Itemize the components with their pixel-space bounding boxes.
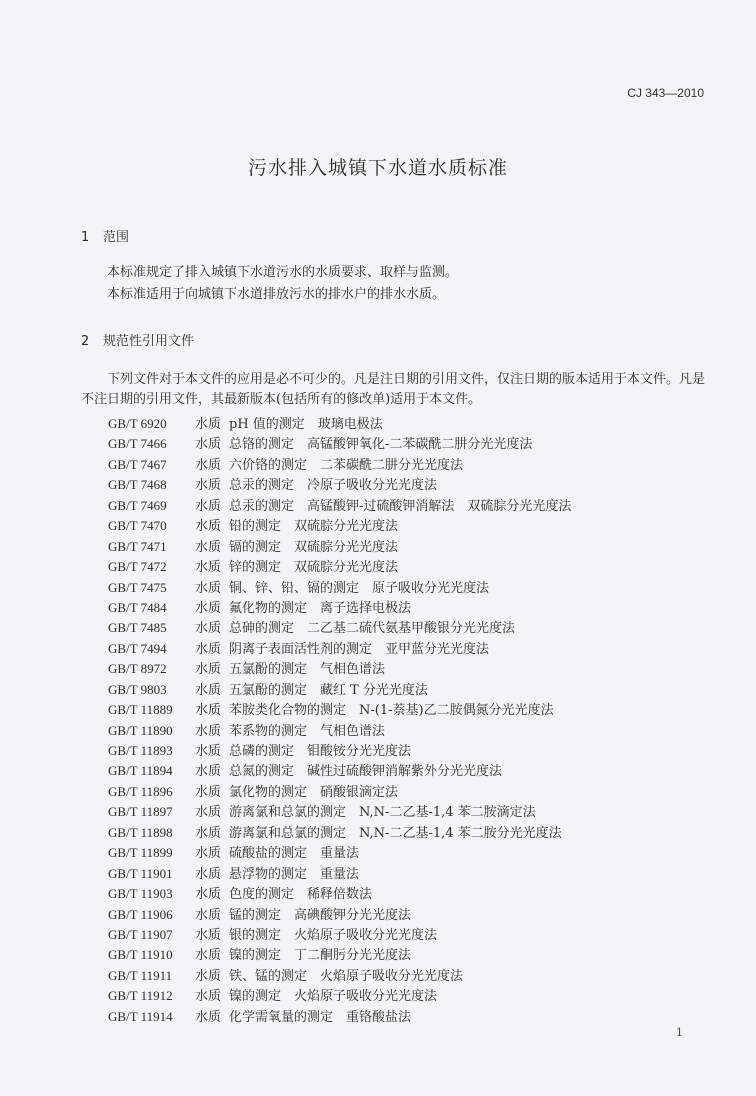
reference-item [108,864,571,884]
reference-code: GB/T 11890 [108,722,173,738]
reference-item [108,823,571,843]
reference-code: GB/T 7467 [108,456,167,472]
reference-title: 悬浮物的测定 重量法 [229,866,360,882]
reference-title: 总砷的测定 二乙基二硫代氨基甲酸银分光光度法 [229,621,516,637]
reference-code: GB/T 11896 [108,783,173,799]
reference-item [108,680,571,700]
reference-title: 镉的测定 双硫腙分光光度法 [229,539,399,555]
reference-title: 银的测定 火焰原子吸收分光光度法 [229,927,438,943]
reference-code: GB/T 8972 [108,661,167,677]
reference-category: 水质 [195,825,222,841]
reference-code: GB/T 11910 [108,947,173,963]
reference-title: 锰的测定 高碘酸钾分光光度法 [229,907,412,923]
reference-category: 水质 [195,600,222,616]
reference-code: GB/T 11901 [108,865,173,881]
reference-item [108,557,571,577]
reference-code: GB/T 6920 [108,416,167,431]
reference-category: 水质 [195,437,222,453]
reference-title: 铅的测定 双硫腙分光光度法 [229,519,399,535]
reference-category: 水质 [195,764,222,780]
reference-code: GB/T 7470 [108,518,167,534]
reference-code: GB/T 11894 [108,763,173,779]
reference-category: 水质 [195,866,222,882]
reference-item [108,721,571,741]
reference-item [108,578,571,598]
reference-item [108,700,571,720]
reference-item [108,945,571,965]
reference-category: 水质 [195,519,222,535]
reference-title: 游离氯和总氯的测定 N,N-二乙基-1,4 苯二胺分光光度法 [229,825,562,841]
reference-code: GB/T 11889 [108,702,173,718]
reference-code: GB/T 11914 [108,1008,173,1024]
reference-item [108,475,571,495]
reference-title: 镍的测定 丁二酮肟分光光度法 [229,948,412,964]
reference-item [108,598,571,618]
reference-category: 水质 [195,703,222,719]
reference-title: 锌的测定 双硫腙分光光度法 [229,560,399,576]
reference-category: 水质 [195,887,222,903]
reference-item [108,659,571,679]
section-1-heading [81,226,129,245]
page-title: 污水排入城镇下水道水质标准 [247,157,508,179]
reference-code: GB/T 11912 [108,988,173,1004]
reference-category: 水质 [195,457,222,473]
reference-item [108,905,571,925]
reference-category: 水质 [195,723,222,739]
reference-category: 水质 [195,417,222,432]
document-code: CJ 343—2010 [627,86,704,100]
reference-title: 总磷的测定 钼酸铵分光光度法 [229,744,412,759]
reference-category: 水质 [195,682,222,698]
reference-item [108,782,571,802]
reference-category: 水质 [195,989,222,1005]
reference-category: 水质 [195,498,222,514]
reference-category: 水质 [195,805,222,821]
reference-code: GB/T 11899 [108,845,173,861]
reference-title: 铁、锰的测定 火焰原子吸收分光光度法 [229,968,464,984]
reference-category: 水质 [195,744,222,759]
reference-category: 水质 [195,560,222,576]
reference-code: GB/T 11903 [108,886,173,902]
reference-code: GB/T 11911 [108,967,173,983]
reference-category: 水质 [195,948,222,964]
reference-item [108,516,571,536]
reference-item [108,761,571,781]
reference-title: 总汞的测定 高锰酸钾-过硫酸钾消解法 双硫腙分光光度法 [229,498,572,514]
reference-category: 水质 [195,662,222,678]
reference-category: 水质 [195,539,222,555]
reference-item [108,986,571,1006]
reference-category: 水质 [195,621,222,637]
reference-item [108,496,571,516]
reference-item [108,414,571,434]
reference-title: 氯化物的测定 硝酸银滴定法 [229,784,399,800]
reference-title: 六价铬的测定 二苯碳酰二肼分光光度法 [229,457,464,473]
reference-item [108,925,571,945]
reference-category: 水质 [195,927,222,943]
reference-title: 五氯酚的测定 气相色谱法 [229,662,386,678]
section-2-heading [81,330,194,349]
reference-title: 铜、锌、铅、镉的测定 原子吸收分光光度法 [229,580,490,596]
reference-title: 苯胺类化合物的测定 N-(1-萘基)乙二胺偶氮分光光度法 [229,703,554,719]
reference-code: GB/T 7475 [108,579,167,595]
references-intro: 下列文件对于本文件的应用是必不可少的。凡是注日期的引用文件，仅注日期的版本适用于本文件。凡是不注日期的引用文件，其最新版本(包括所有的修改单)适用于本文件。 [81,372,706,407]
reference-category: 水质 [195,1009,222,1025]
reference-title: 总汞的测定 冷原子吸收分光光度法 [229,478,438,494]
reference-title: 硫酸盐的测定 重量法 [229,846,360,862]
reference-item [108,537,571,557]
reference-category: 水质 [195,968,222,984]
reference-title: 化学需氧量的测定 重铬酸盐法 [229,1009,412,1025]
reference-code: GB/T 7468 [108,477,167,493]
reference-code: GB/T 7494 [108,640,167,656]
reference-code: GB/T 11906 [108,906,173,922]
reference-category: 水质 [195,784,222,800]
reference-code: GB/T 7485 [108,620,167,636]
reference-item [108,455,571,475]
reference-category: 水质 [195,641,222,657]
section-title: 范围 [103,230,130,245]
reference-item [108,884,571,904]
reference-code: GB/T 11893 [108,743,173,758]
reference-list [108,414,571,1027]
scope-paragraph-2: 本标准适用于向城镇下水道排放污水的排水户的排水水质。 [107,287,446,302]
reference-category: 水质 [195,478,222,494]
reference-title: 五氯酚的测定 藏红 T 分光光度法 [229,682,428,698]
reference-item [108,802,571,822]
scope-paragraph-1: 本标准规定了排入城镇下水道污水的水质要求、取样与监测。 [107,265,459,280]
reference-title: 镍的测定 火焰原子吸收分光光度法 [229,989,438,1005]
reference-item [108,966,571,986]
reference-title: 总氮的测定 碱性过硫酸钾消解紫外分光光度法 [229,764,503,780]
reference-title: 总铬的测定 高锰酸钾氧化-二苯碳酰二肼分光光度法 [229,437,533,453]
reference-item [108,741,571,761]
section-number: 2 [81,334,90,349]
section-number: 1 [81,230,90,245]
reference-code: GB/T 11897 [108,804,173,820]
reference-code: GB/T 7472 [108,559,167,575]
section-title: 规范性引用文件 [103,334,195,349]
reference-title: 色度的测定 稀释倍数法 [229,887,373,903]
reference-category: 水质 [195,580,222,596]
reference-title: 氟化物的测定 离子选择电极法 [229,600,412,616]
page-number: 1 [676,1026,683,1039]
reference-code: GB/T 11898 [108,824,173,840]
reference-title: 阴离子表面活性剂的测定 亚甲蓝分光光度法 [229,641,490,657]
reference-code: GB/T 7471 [108,538,167,554]
reference-item [108,1007,571,1027]
reference-title: pH 值的测定 玻璃电极法 [229,417,383,432]
reference-code: GB/T 7466 [108,436,167,452]
reference-title: 苯系物的测定 气相色谱法 [229,723,386,739]
reference-item [108,639,571,659]
reference-code: GB/T 9803 [108,681,167,697]
reference-item [108,843,571,863]
reference-item [108,618,571,638]
reference-code: GB/T 7484 [108,599,167,615]
reference-code: GB/T 7469 [108,497,167,513]
reference-category: 水质 [195,846,222,862]
reference-item [108,434,571,454]
reference-category: 水质 [195,907,222,923]
reference-code: GB/T 11907 [108,926,173,942]
reference-title: 游离氯和总氯的测定 N,N-二乙基-1,4 苯二胺滴定法 [229,805,536,821]
